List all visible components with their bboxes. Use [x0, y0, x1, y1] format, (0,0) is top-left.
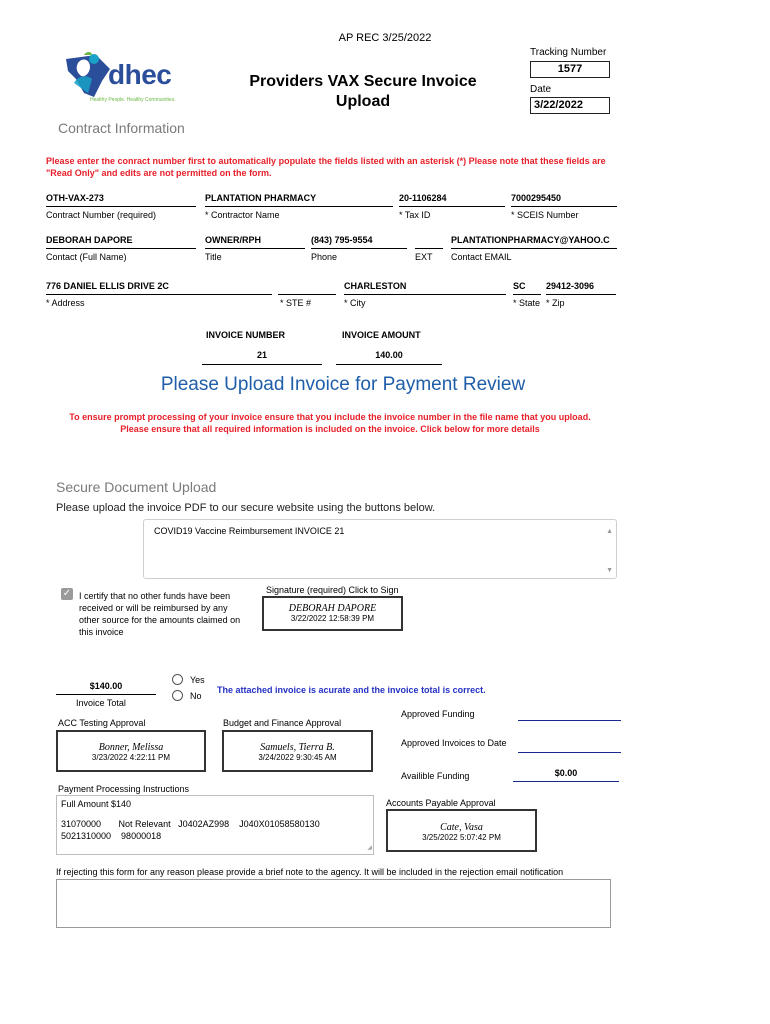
invoice-total-label: Invoice Total	[76, 698, 126, 708]
provider-signature-date: 3/22/2022 12:58:39 PM	[290, 614, 375, 623]
acc-approval-name: Bonner, Melissa	[98, 742, 164, 753]
contractor-name-field[interactable]: PLANTATION PHARMACY	[205, 193, 393, 207]
upload-instructions: Please upload the invoice PDF to our secure website using the buttons below.	[56, 502, 436, 514]
approved-invoices-label: Approved Invoices to Date	[401, 738, 507, 748]
certify-text-line-3: other source for the amounts claimed on	[79, 615, 241, 625]
scroll-down-icon[interactable]: ▼	[606, 567, 613, 574]
date-field[interactable]: 3/22/2022	[530, 97, 610, 114]
title-field[interactable]: OWNER/RPH	[205, 235, 305, 249]
contract-notice: Please enter the conract number first to automatically populate the fields listed with an asterisk (*) Please note that these fields are "Read Only" and edits are not permitted on the form.	[46, 156, 606, 178]
contact-name-field[interactable]: DEBORAH DAPORE	[46, 235, 196, 249]
budget-approval-signature-box[interactable]	[222, 730, 373, 772]
ext-label: EXT	[415, 252, 433, 262]
tax-id-field[interactable]: 20-1106284	[399, 193, 505, 207]
page-title-line-1: Providers VAX Secure Invoice	[249, 73, 477, 90]
invoice-number-field[interactable]: 21	[202, 350, 322, 365]
accuracy-statement: The attached invoice is acurate and the invoice total is correct.	[217, 685, 486, 695]
payment-processing-textarea[interactable]	[56, 795, 374, 855]
signature-label: Signature (required) Click to Sign	[266, 585, 399, 595]
budget-approval-name: Samuels, Tierra B.	[260, 742, 335, 753]
no-label: No	[190, 691, 202, 701]
phone-field[interactable]: (843) 795-9554	[311, 235, 407, 249]
accounts-payable-date: 3/25/2022 5:07:42 PM	[422, 833, 501, 842]
suite-field[interactable]	[278, 281, 336, 295]
tracking-number-label: Tracking Number	[530, 47, 607, 58]
title-label: Title	[205, 252, 222, 262]
address-label: * Address	[46, 298, 85, 308]
invoice-amount-field[interactable]: 140.00	[336, 350, 442, 365]
date-label: Date	[530, 84, 552, 95]
city-field[interactable]: CHARLESTON	[344, 281, 506, 295]
certify-checkbox[interactable]	[61, 588, 73, 600]
tracking-number-field[interactable]: 1577	[530, 61, 610, 78]
city-label: * City	[344, 298, 366, 308]
ap-rec-stamp: AP REC 3/25/2022	[338, 32, 432, 44]
payment-processing-line-1: Full Amount $140	[61, 799, 132, 809]
resize-handle-icon[interactable]: ◢	[367, 845, 372, 851]
no-radio[interactable]	[172, 690, 183, 701]
contact-email-label: Contact EMAIL	[451, 252, 512, 262]
sceis-number-label: * SCEIS Number	[511, 210, 579, 220]
accounts-payable-label: Accounts Payable Approval	[386, 798, 496, 808]
payment-processing-line-3: 5021310000 98000018	[61, 831, 162, 841]
provider-signature-box[interactable]	[262, 596, 403, 631]
scroll-up-icon[interactable]: ▲	[606, 528, 613, 535]
dhec-logo	[60, 45, 198, 107]
upload-file-box[interactable]	[143, 519, 617, 579]
upload-notice-line-1: To ensure prompt processing of your invoice ensure that you include the invoice number in the file name that you upload.	[69, 412, 591, 422]
address-field[interactable]: 776 DANIEL ELLIS DRIVE 2C	[46, 281, 272, 295]
phone-label: Phone	[311, 252, 338, 262]
suite-label: * STE #	[280, 298, 312, 308]
invoice-amount-label: INVOICE AMOUNT	[342, 330, 421, 340]
certify-text-line-4: this invoice	[79, 627, 124, 637]
tax-id-label: * Tax ID	[399, 210, 431, 220]
approved-funding-field[interactable]	[518, 708, 621, 721]
contract-info-heading: Contract Information	[58, 120, 185, 136]
payment-processing-label: Payment Processing Instructions	[58, 784, 190, 794]
contract-number-label: Contract Number (required)	[46, 210, 157, 220]
zip-label: * Zip	[546, 298, 565, 308]
budget-approval-label: Budget and Finance Approval	[223, 718, 342, 728]
invoice-number-label: INVOICE NUMBER	[206, 330, 286, 340]
rejection-note-textarea[interactable]	[56, 879, 611, 928]
state-label: * State	[513, 298, 541, 308]
page-title-line-2: Upload	[335, 93, 391, 110]
approved-invoices-field[interactable]	[518, 740, 621, 753]
accounts-payable-name: Cate, Vasa	[440, 822, 483, 833]
dhec-logo-tagline: Healthy People. Healthy Communities.	[90, 97, 176, 103]
uploaded-file-item[interactable]: COVID19 Vaccine Reimbursement INVOICE 21	[154, 526, 345, 536]
certify-text	[79, 590, 240, 638]
secure-upload-heading: Secure Document Upload	[56, 479, 217, 495]
provider-signature-name: DEBORAH DAPORE	[288, 603, 377, 614]
upload-heading: Please Upload Invoice for Payment Review	[160, 374, 526, 395]
certify-text-line-1: I certify that no other funds have been	[79, 591, 231, 601]
available-funding-label: Availible Funding	[401, 771, 470, 781]
payment-processing-line-2: 31070000 Not Relevant J0402AZ998 J040X01058580130	[61, 819, 320, 829]
acc-approval-date: 3/23/2022 4:22:11 PM	[91, 753, 171, 762]
budget-approval-date: 3/24/2022 9:30:45 AM	[258, 753, 337, 762]
yes-label: Yes	[190, 675, 205, 685]
contract-number-field[interactable]: OTH-VAX-273	[46, 193, 196, 207]
available-funding-field[interactable]: $0.00	[513, 768, 619, 782]
approved-funding-label: Approved Funding	[401, 709, 475, 719]
contact-email-field[interactable]: PLANTATIONPHARMACY@YAHOO.C	[451, 235, 617, 249]
ext-field[interactable]	[415, 235, 443, 249]
state-field[interactable]: SC	[513, 281, 541, 295]
upload-notice-line-2: Please ensure that all required information is included on the invoice. Click below for more details	[120, 424, 540, 434]
accounts-payable-signature-box[interactable]	[386, 809, 537, 852]
contractor-name-label: * Contractor Name	[205, 210, 280, 220]
zip-field[interactable]: 29412-3096	[546, 281, 616, 295]
invoice-total-field[interactable]: $140.00	[56, 681, 156, 695]
contact-name-label: Contact (Full Name)	[46, 252, 127, 262]
rejection-note-label: If rejecting this form for any reason please provide a brief note to the agency. It will be included in the rejection email notification	[56, 867, 564, 877]
page-title	[228, 72, 498, 112]
yes-radio[interactable]	[172, 674, 183, 685]
certify-text-line-2: received or will be reimbursed by any	[79, 603, 228, 613]
sceis-number-field[interactable]: 7000295450	[511, 193, 617, 207]
acc-approval-signature-box[interactable]	[56, 730, 206, 772]
acc-approval-label: ACC Testing Approval	[58, 718, 146, 728]
dhec-logo-text: dhec	[108, 59, 172, 90]
checkmark-icon: ✓	[62, 588, 72, 599]
